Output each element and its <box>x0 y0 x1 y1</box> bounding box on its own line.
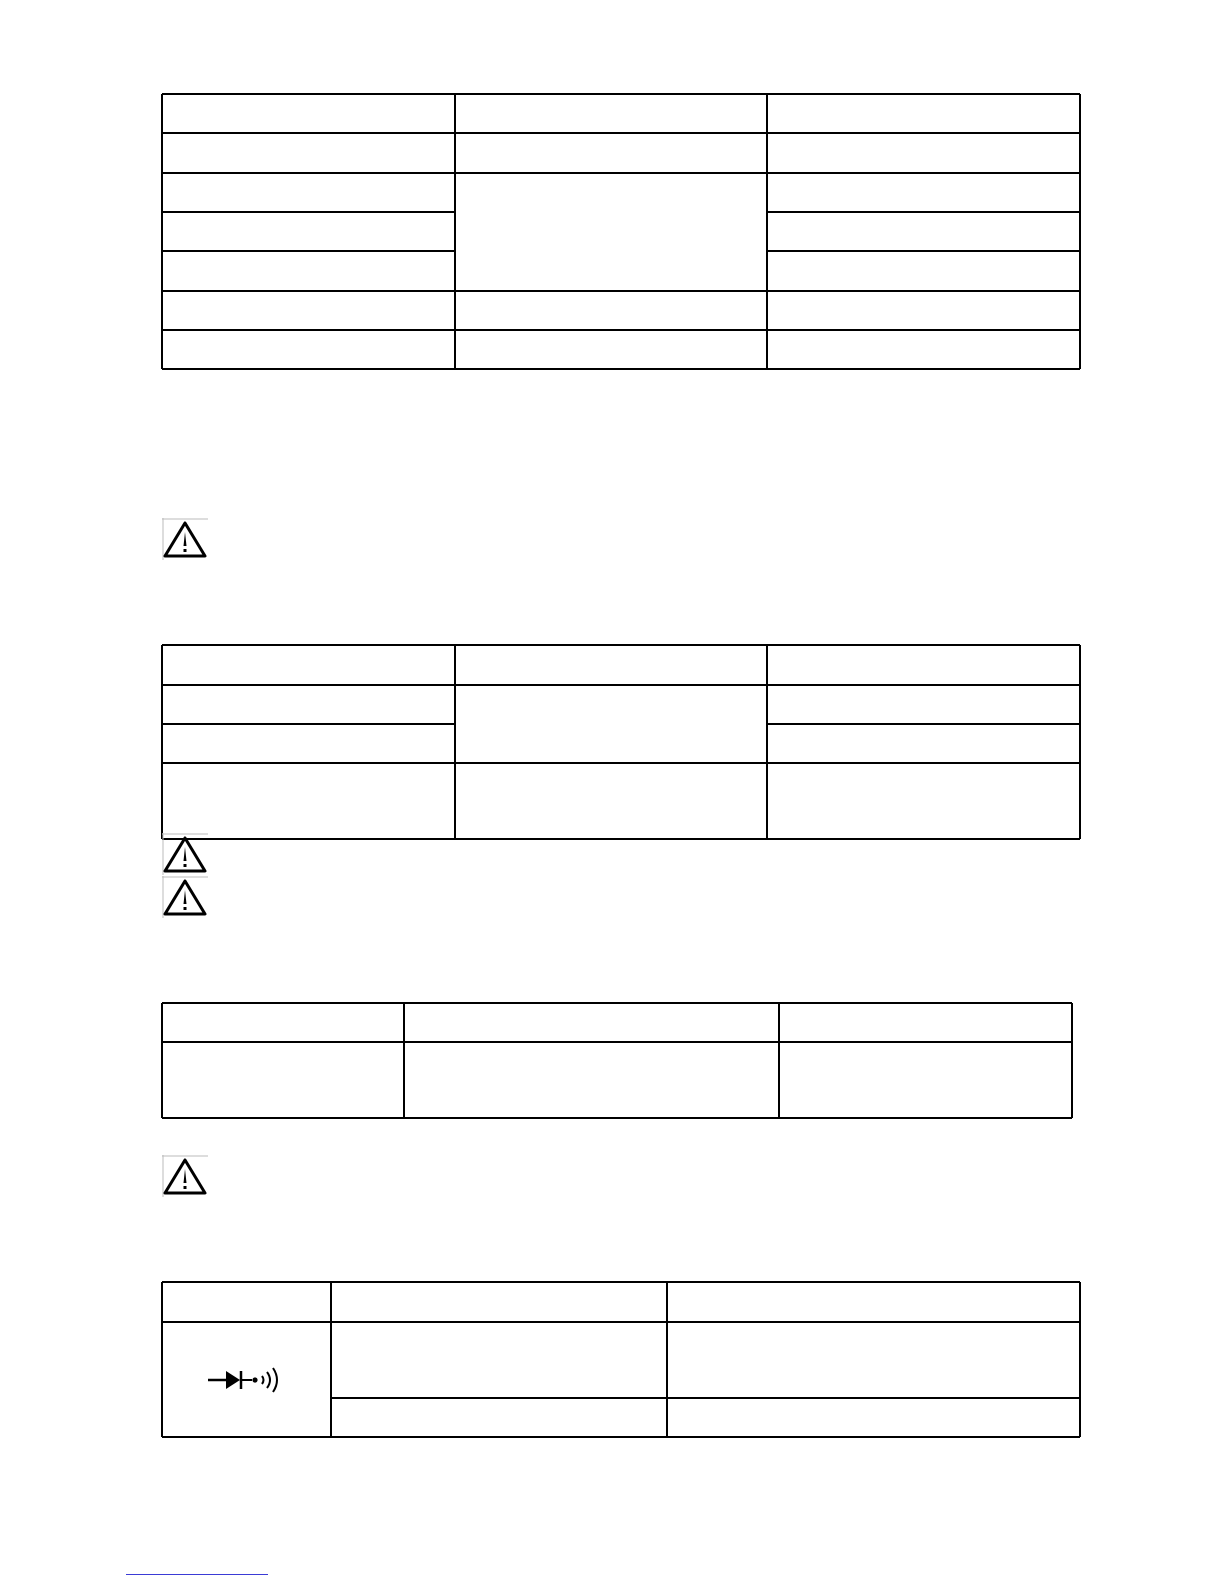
diode-continuity-icon <box>206 1363 288 1397</box>
warning-triangle-icon <box>162 518 208 560</box>
warning-triangle-icon <box>162 876 208 918</box>
table-3 <box>162 1003 1072 1118</box>
table-1 <box>162 94 1080 369</box>
table-4 <box>162 1282 1080 1437</box>
table-2 <box>162 645 1080 839</box>
warning-triangle-icon <box>162 1155 208 1197</box>
warning-triangle-icon <box>162 833 208 875</box>
footnote-separator <box>126 1574 268 1575</box>
